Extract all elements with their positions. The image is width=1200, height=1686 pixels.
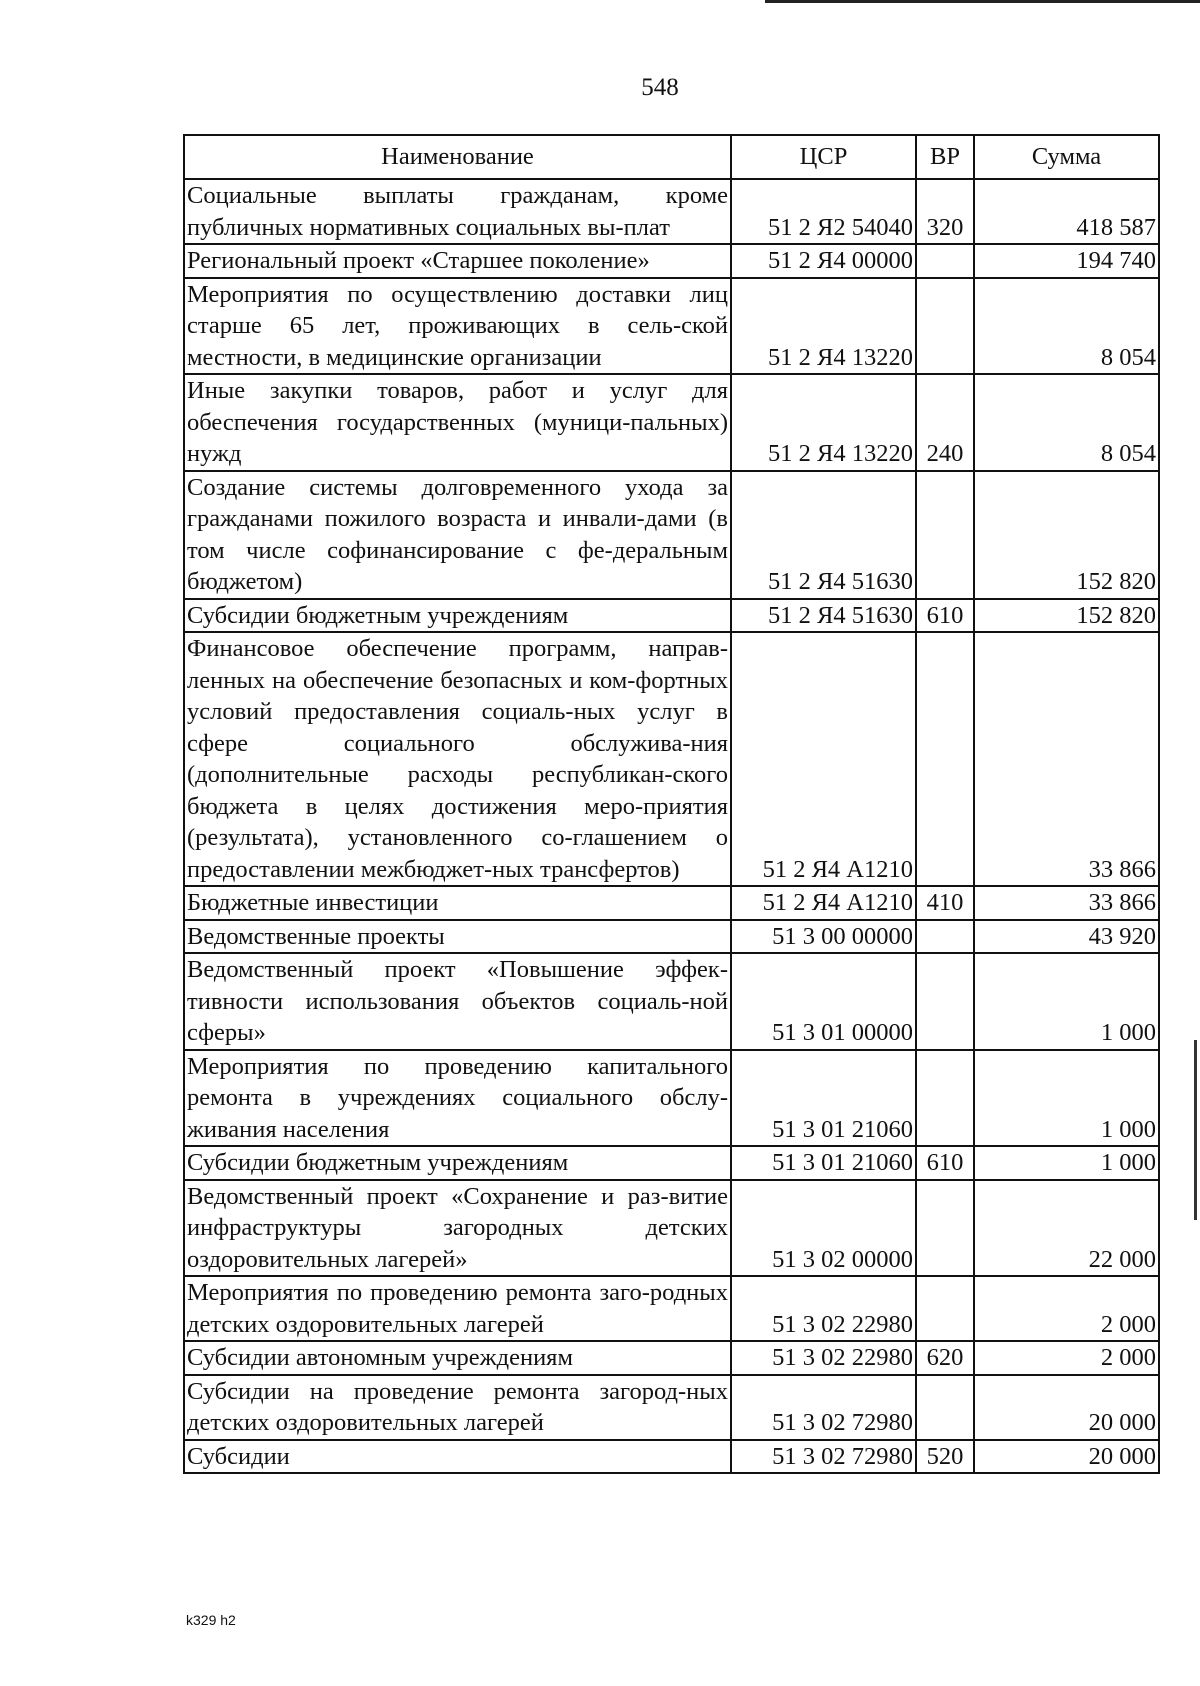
row-name: Региональный проект «Старшее поколение» xyxy=(184,244,731,278)
header-vr: ВР xyxy=(916,135,974,179)
header-name: Наименование xyxy=(184,135,731,179)
row-csr: 51 2 Я4 51630 xyxy=(731,471,916,599)
table-row xyxy=(184,886,1159,920)
top-edge-rule xyxy=(765,0,1200,3)
row-name: Субсидии бюджетным учреждениям xyxy=(184,1146,731,1180)
row-sum: 152 820 xyxy=(974,471,1159,599)
row-vr: 620 xyxy=(916,1341,974,1375)
row-name: Создание системы долговременного ухода за гражданами пожилого возраста и инвали-дами (в том числе софинансирование с фе-деральным бюджетом) xyxy=(184,471,731,599)
row-sum: 194 740 xyxy=(974,244,1159,278)
header-sum: Сумма xyxy=(974,135,1159,179)
row-name: Мероприятия по проведению капитального ремонта в учреждениях социального обслу-живания населения xyxy=(184,1050,731,1147)
row-vr: 610 xyxy=(916,599,974,633)
row-csr: 51 3 01 00000 xyxy=(731,953,916,1050)
table-row xyxy=(184,1146,1159,1180)
row-csr: 51 2 Я4 А1210 xyxy=(731,886,916,920)
row-name: Бюджетные инвестиции xyxy=(184,886,731,920)
row-sum: 33 866 xyxy=(974,886,1159,920)
row-vr: 410 xyxy=(916,886,974,920)
footer-code: k329 h2 xyxy=(186,1612,236,1628)
table-row xyxy=(184,632,1159,886)
row-vr: 610 xyxy=(916,1146,974,1180)
row-sum: 2 000 xyxy=(974,1276,1159,1341)
row-name: Ведомственный проект «Повышение эффек-тивности использования объектов социаль-ной сферы» xyxy=(184,953,731,1050)
row-csr: 51 3 02 72980 xyxy=(731,1375,916,1440)
row-vr xyxy=(916,244,974,278)
table-row xyxy=(184,471,1159,599)
row-sum: 22 000 xyxy=(974,1180,1159,1277)
row-name: Мероприятия по осуществлению доставки лиц старше 65 лет, проживающих в сель-ской местности, в медицинские организации xyxy=(184,278,731,375)
row-vr xyxy=(916,1180,974,1277)
row-csr: 51 2 Я4 А1210 xyxy=(731,632,916,886)
row-vr xyxy=(916,920,974,954)
table-row xyxy=(184,953,1159,1050)
table-row xyxy=(184,1180,1159,1277)
row-name: Социальные выплаты гражданам, кроме публичных нормативных социальных вы-плат xyxy=(184,179,731,244)
row-sum: 8 054 xyxy=(974,278,1159,375)
table-row xyxy=(184,599,1159,633)
row-vr xyxy=(916,1050,974,1147)
row-name: Иные закупки товаров, работ и услуг для обеспечения государственных (муници-пальных) нужд xyxy=(184,374,731,471)
table-row xyxy=(184,278,1159,375)
row-vr xyxy=(916,632,974,886)
row-csr: 51 3 02 22980 xyxy=(731,1276,916,1341)
row-sum: 418 587 xyxy=(974,179,1159,244)
row-vr: 240 xyxy=(916,374,974,471)
row-sum: 8 054 xyxy=(974,374,1159,471)
table-row xyxy=(184,1276,1159,1341)
row-csr: 51 3 01 21060 xyxy=(731,1050,916,1147)
row-sum: 2 000 xyxy=(974,1341,1159,1375)
row-name: Мероприятия по проведению ремонта заго-родных детских оздоровительных лагерей xyxy=(184,1276,731,1341)
row-vr xyxy=(916,953,974,1050)
row-sum: 1 000 xyxy=(974,953,1159,1050)
page-number: 548 xyxy=(641,74,679,101)
row-name: Субсидии xyxy=(184,1440,731,1474)
table-row xyxy=(184,1375,1159,1440)
row-csr: 51 2 Я4 13220 xyxy=(731,278,916,375)
table-body xyxy=(184,179,1159,1473)
row-csr: 51 2 Я4 51630 xyxy=(731,599,916,633)
table-row xyxy=(184,244,1159,278)
scan-edge-mark xyxy=(1194,1040,1197,1220)
table-header-row xyxy=(184,135,1159,179)
row-sum: 1 000 xyxy=(974,1146,1159,1180)
row-name: Субсидии на проведение ремонта загород-ных детских оздоровительных лагерей xyxy=(184,1375,731,1440)
table-row xyxy=(184,179,1159,244)
row-name: Субсидии бюджетным учреждениям xyxy=(184,599,731,633)
table-row xyxy=(184,920,1159,954)
row-name: Ведомственные проекты xyxy=(184,920,731,954)
row-vr xyxy=(916,1375,974,1440)
row-vr xyxy=(916,471,974,599)
row-vr xyxy=(916,1276,974,1341)
row-sum: 20 000 xyxy=(974,1440,1159,1474)
row-sum: 20 000 xyxy=(974,1375,1159,1440)
row-sum: 1 000 xyxy=(974,1050,1159,1147)
table-row xyxy=(184,1050,1159,1147)
row-sum: 33 866 xyxy=(974,632,1159,886)
row-csr: 51 3 01 21060 xyxy=(731,1146,916,1180)
row-name: Финансовое обеспечение программ, направ-ленных на обеспечение безопасных и ком-фортных условий предоставления социаль-ных услуг в сфере социального обслужива-ния (дополнительные расходы республикан-ского бюджета в целях достижения меро-приятия (результата), установленного со-глашением о предоставлении межбюджет-ных трансфертов) xyxy=(184,632,731,886)
row-name: Ведомственный проект «Сохранение и раз-витие инфраструктуры загородных детских оздоровительных лагерей» xyxy=(184,1180,731,1277)
row-csr: 51 3 02 22980 xyxy=(731,1341,916,1375)
row-sum: 152 820 xyxy=(974,599,1159,633)
table-row xyxy=(184,1440,1159,1474)
row-csr: 51 2 Я2 54040 xyxy=(731,179,916,244)
table-row xyxy=(184,1341,1159,1375)
budget-table xyxy=(183,134,1160,1474)
row-name: Субсидии автономным учреждениям xyxy=(184,1341,731,1375)
row-csr: 51 3 00 00000 xyxy=(731,920,916,954)
row-sum: 43 920 xyxy=(974,920,1159,954)
row-csr: 51 2 Я4 00000 xyxy=(731,244,916,278)
row-csr: 51 3 02 00000 xyxy=(731,1180,916,1277)
row-vr xyxy=(916,278,974,375)
row-csr: 51 3 02 72980 xyxy=(731,1440,916,1474)
row-csr: 51 2 Я4 13220 xyxy=(731,374,916,471)
table-row xyxy=(184,374,1159,471)
row-vr: 520 xyxy=(916,1440,974,1474)
row-vr: 320 xyxy=(916,179,974,244)
header-csr: ЦСР xyxy=(731,135,916,179)
